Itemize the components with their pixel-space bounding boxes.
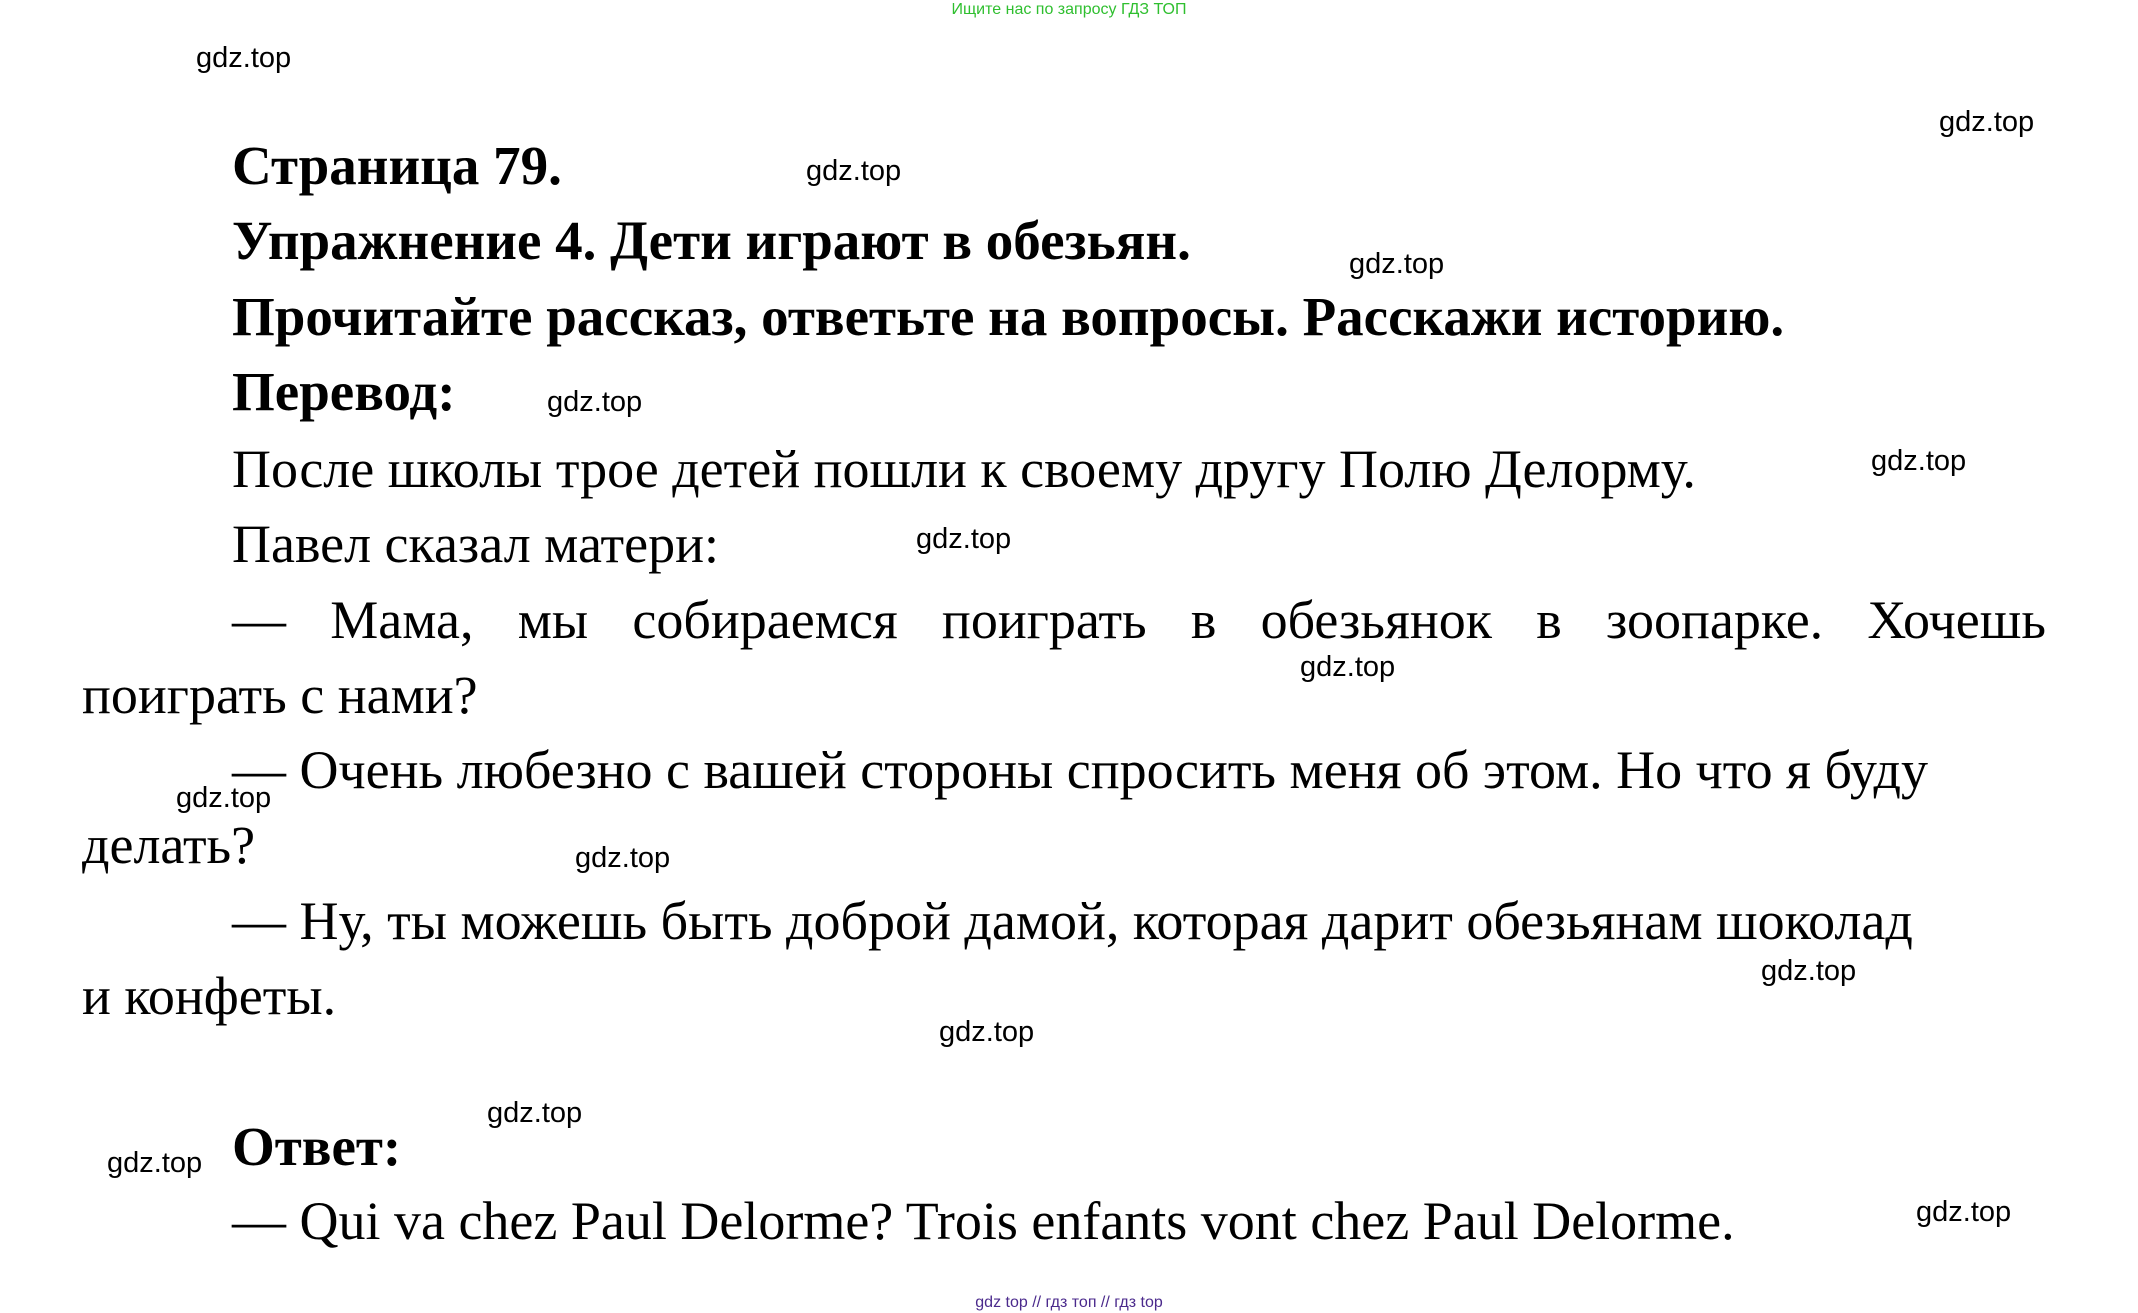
- watermark: gdz.top: [916, 523, 1012, 555]
- answer-text: — Qui va chez Paul Delorme? Trois enfants vont chez Paul Delorme.: [232, 1191, 1735, 1251]
- paragraph-end: и конфеты.: [82, 966, 337, 1026]
- search-banner[interactable]: Ищите нас по запросу ГДЗ ТОП: [951, 1, 1187, 18]
- word: Мама,: [330, 590, 474, 650]
- exercise-title: Упражнение 4. Дети играют в обезьян.: [232, 210, 1191, 271]
- watermark: gdz.top: [575, 842, 671, 874]
- paragraph-end: делать?: [82, 815, 256, 875]
- word: зоопарке.: [1605, 590, 1824, 650]
- footer-links[interactable]: gdz top // гдз топ // гдз top: [975, 1294, 1163, 1311]
- watermark: gdz.top: [1300, 651, 1396, 683]
- watermark: gdz.top: [547, 386, 643, 418]
- word: в: [1536, 590, 1562, 650]
- watermark: gdz.top: [1761, 955, 1857, 987]
- watermark: gdz.top: [939, 1016, 1035, 1048]
- word: Хочешь: [1867, 590, 2046, 650]
- task-instruction: Прочитайте рассказ, ответьте на вопросы. Расскажи историю.: [232, 286, 1785, 347]
- word: обезьянок: [1260, 590, 1492, 650]
- paragraph: — Очень любезно с вашей стороны спросить меня об этом. Но что я буду: [232, 740, 1928, 800]
- word: поиграть: [941, 590, 1147, 650]
- paragraph-justified: [232, 590, 2046, 650]
- word: —: [232, 590, 286, 650]
- word: собираемся: [632, 590, 898, 650]
- watermark: gdz.top: [107, 1147, 203, 1179]
- paragraph-end: поиграть с нами?: [82, 665, 478, 725]
- watermark: gdz.top: [196, 42, 292, 74]
- watermark: gdz.top: [806, 155, 902, 187]
- watermark: gdz.top: [1916, 1196, 2012, 1228]
- paragraph: — Ну, ты можешь быть доброй дамой, которая дарит обезьянам шоколад: [232, 891, 1913, 951]
- watermark: gdz.top: [487, 1097, 583, 1129]
- watermark: gdz.top: [1939, 106, 2035, 138]
- page-title: Страница 79.: [232, 135, 562, 196]
- word: в: [1190, 590, 1217, 650]
- paragraph: Павел сказал матери:: [232, 514, 719, 574]
- watermark: gdz.top: [1349, 248, 1445, 280]
- paragraph: После школы трое детей пошли к своему другу Полю Делорму.: [232, 439, 1696, 499]
- word: мы: [517, 590, 589, 650]
- translation-label: Перевод:: [232, 361, 456, 422]
- watermark: gdz.top: [1871, 445, 1967, 477]
- watermark: gdz.top: [176, 782, 272, 814]
- answer-label: Ответ:: [232, 1116, 402, 1177]
